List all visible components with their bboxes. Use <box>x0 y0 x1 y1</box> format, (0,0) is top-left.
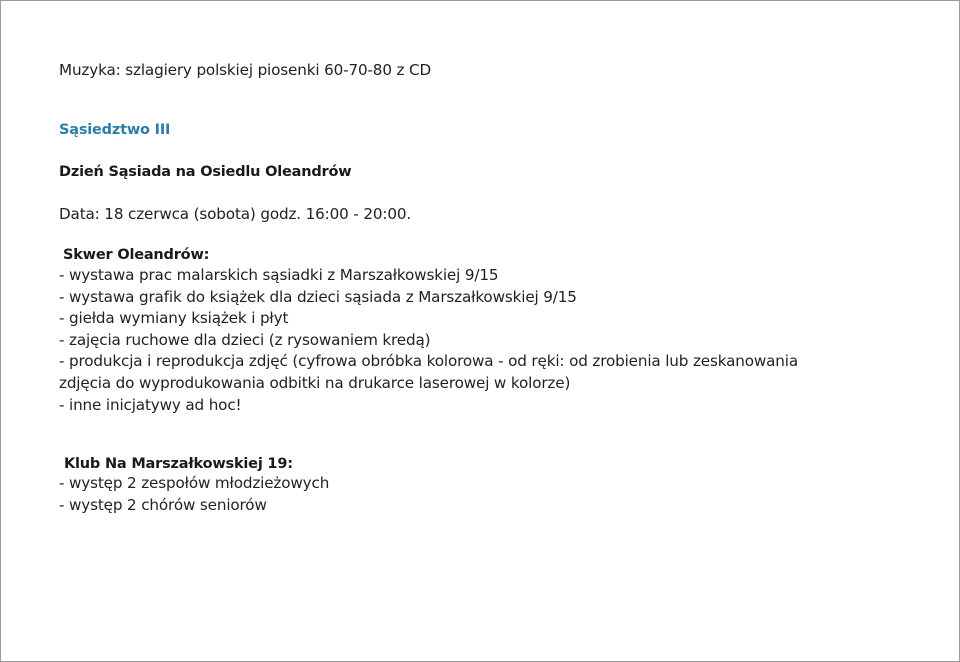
list-item: - produkcja i reprodukcja zdjęć (cyfrowa obróbka kolorowa - od ręki: od zrobienia lub zeskanowania <box>59 352 799 371</box>
list-item: zdjęcia do wyprodukowania odbitki na drukarce laserowej w kolorze) <box>59 373 571 392</box>
list-item: - wystawa prac malarskich sąsiadki z Marszałkowskiej 9/15 <box>59 266 499 284</box>
skwer-heading: Skwer Oleandrów: <box>63 247 210 263</box>
list-item: - wystawa grafik do książek dla dzieci sąsiada z Marszałkowskiej 9/15 <box>59 287 577 306</box>
skwer-list <box>59 265 798 416</box>
list-item: - występ 2 zespołów młodzieżowych <box>59 474 330 492</box>
list-item: - zajęcia ruchowe dla dzieci (z rysowaniem kredą) <box>59 330 431 349</box>
section-title: Sąsiedztwo III <box>59 122 171 138</box>
list-item: - inne inicjatywy ad hoc! <box>59 395 242 414</box>
list-item: - występ 2 chórów seniorów <box>59 495 267 514</box>
event-date: Data: 18 czerwca (sobota) godz. 16:00 - 20:00. <box>59 205 412 223</box>
klub-heading: Klub Na Marszałkowskiej 19: <box>64 456 293 472</box>
klub-list <box>59 473 329 516</box>
event-title: Dzień Sąsiada na Osiedlu Oleandrów <box>59 164 352 180</box>
list-item: - giełda wymiany książek i płyt <box>59 309 289 328</box>
music-line: Muzyka: szlagiery polskiej piosenki 60-70-80 z CD <box>59 61 432 79</box>
